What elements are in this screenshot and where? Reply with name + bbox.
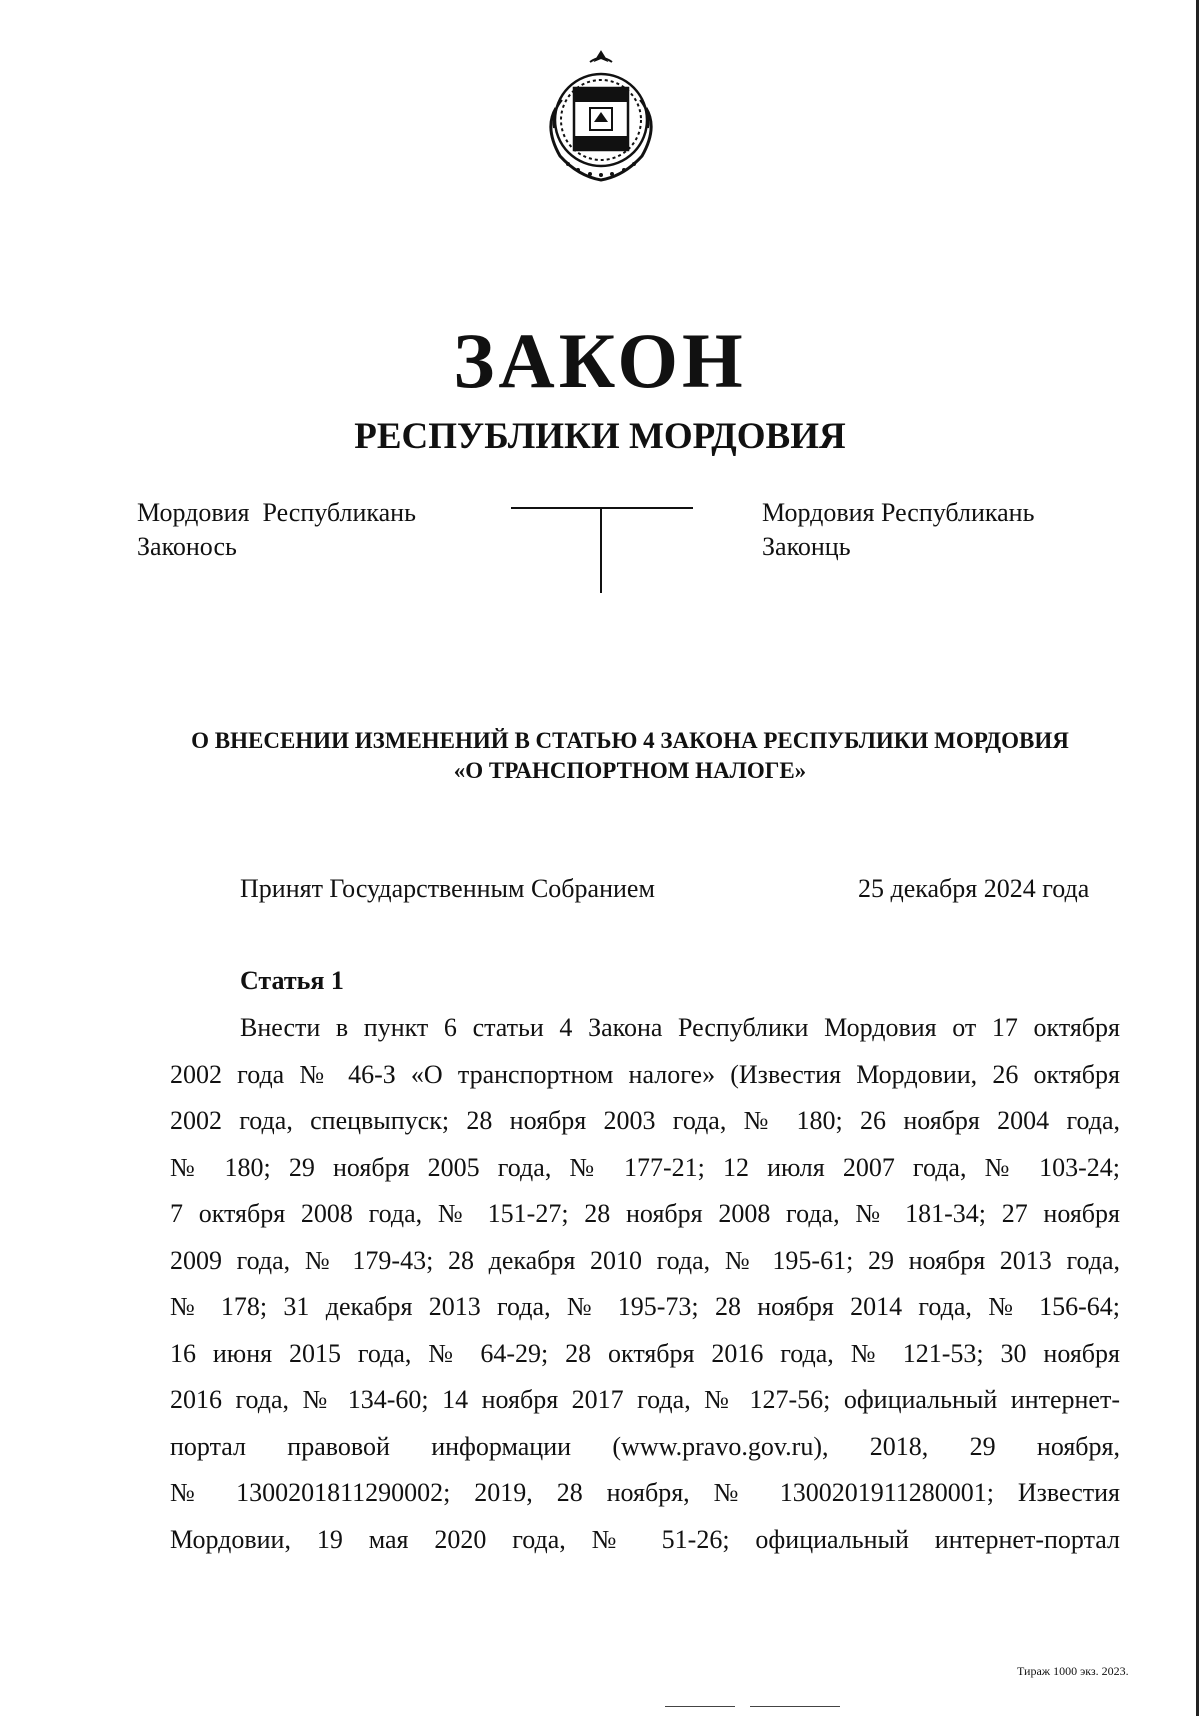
title-moksha-line-2: Законось — [137, 532, 237, 561]
scan-artifact-line — [665, 1706, 735, 1707]
scan-artifact-line — [750, 1706, 840, 1707]
article-line: Внести в пункт 6 статьи 4 Закона Республики Мордовия от 17 октября — [240, 1013, 1120, 1042]
title-moksha — [137, 496, 416, 564]
coat-of-arms-emblem — [538, 48, 664, 188]
article-line: 2002 года, спецвыпуск; 28 ноября 2003 года, № 180; 26 ноября 2004 года, — [170, 1106, 1120, 1135]
title-erzya-line-1: Мордовия Республикань — [762, 498, 1035, 527]
scan-edge — [1196, 0, 1199, 1716]
document-title: ЗАКОН — [453, 317, 747, 404]
article-line: 16 июня 2015 года, № 64-29; 28 октября 2016 года, № 121-53; 30 ноября — [170, 1338, 1120, 1368]
title-moksha-line-1: Мордовия Республикань — [137, 498, 416, 527]
article-line: Мордовии, 19 мая 2020 года, № 51-26; официальный интернет-портал — [170, 1524, 1120, 1554]
document-subtitle: РЕСПУБЛИКИ МОРДОВИЯ — [354, 416, 846, 457]
article-body — [170, 1005, 1120, 1563]
separator-vertical — [600, 507, 602, 593]
law-name — [140, 726, 1120, 786]
law-name-line-1: О ВНЕСЕНИИ ИЗМЕНЕНИЙ В СТАТЬЮ 4 ЗАКОНА РЕСПУБЛИКИ МОРДОВИЯ — [191, 728, 1069, 753]
article-line: № 178; 31 декабря 2013 года, № 195-73; 28 ноября 2014 года, № 156-64; — [170, 1292, 1120, 1321]
title-erzya-line-2: Законць — [762, 532, 851, 561]
article-line: 7 октября 2008 года, № 151-27; 28 ноября 2008 года, № 181-34; 27 ноября — [170, 1199, 1120, 1228]
law-name-line-2: «О ТРАНСПОРТНОМ НАЛОГЕ» — [453, 758, 807, 783]
article-line: 2009 года, № 179-43; 28 декабря 2010 года, № 195-61; 29 ноября 2013 года, — [170, 1245, 1120, 1275]
article-line: портал правовой информации (www.pravo.gov.ru), 2018, 29 ноября, — [170, 1431, 1120, 1461]
separator-horizontal — [511, 507, 693, 509]
print-run-note: Тираж 1000 экз. 2023. — [1017, 1664, 1129, 1678]
article-line: № 1300201811290002; 2019, 28 ноября, № 1300201911280001; Известия — [170, 1478, 1120, 1507]
adoption-text: Принят Государственным Собранием — [240, 874, 655, 903]
article-line: № 180; 29 ноября 2005 года, № 177-21; 12 июля 2007 года, № 103-24; — [170, 1152, 1120, 1182]
article-line: 2002 года № 46-З «О транспортном налоге» (Известия Мордовии, 26 октября — [170, 1059, 1120, 1089]
article-heading: Статья 1 — [240, 966, 344, 995]
adoption-date: 25 декабря 2024 года — [858, 874, 1090, 903]
article-line: 2016 года, № 134-60; 14 ноября 2017 года, № 127-56; официальный интернет- — [170, 1385, 1120, 1414]
title-erzya — [762, 496, 1034, 564]
